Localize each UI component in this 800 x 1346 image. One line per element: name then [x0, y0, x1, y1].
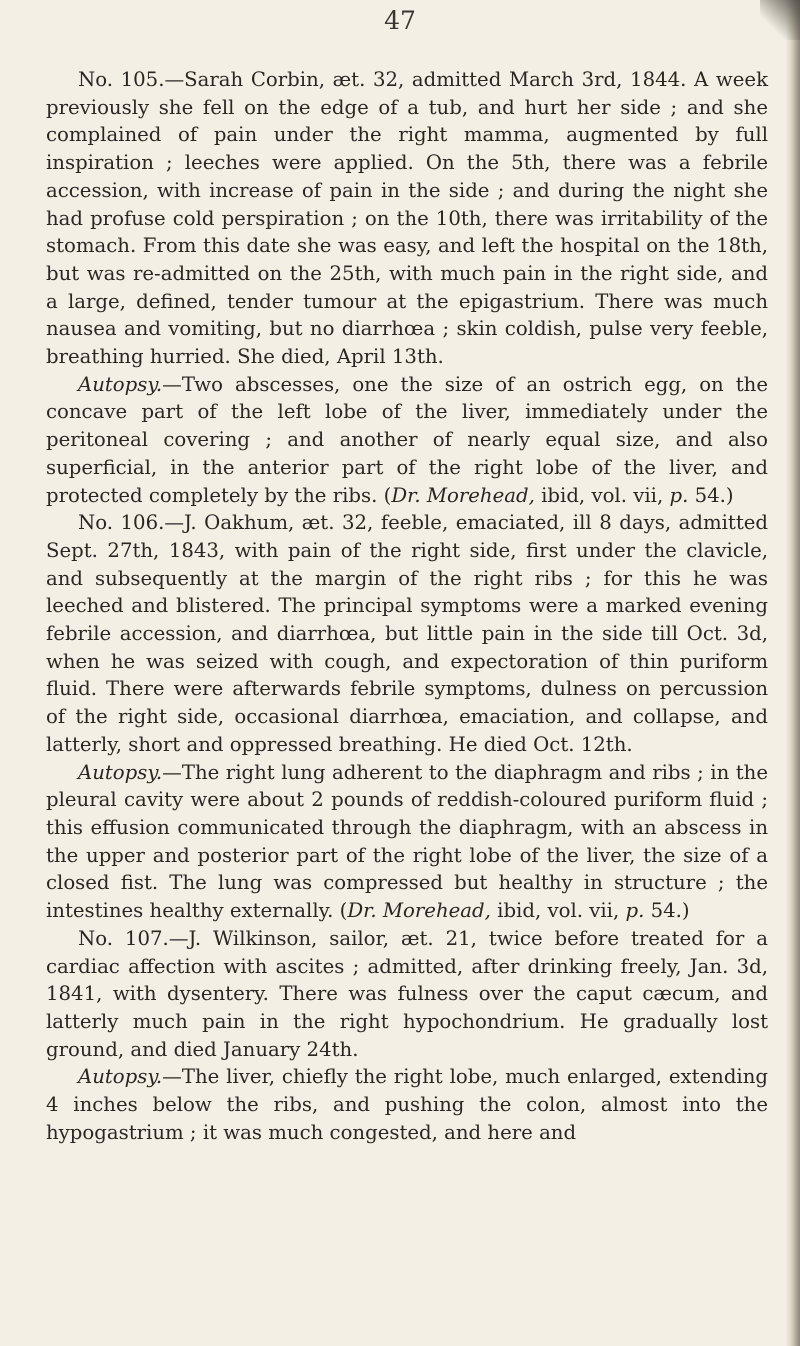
italic-text: Autopsy.: [78, 1065, 163, 1089]
text-run: —The liver, chiefly the right lobe, much enlarged, extending 4 inches below the ribs, and pushing the colon, almost into the hypogastrium ; it was much congested, and here and: [46, 1065, 768, 1144]
page-edge-shadow: [786, 0, 800, 1346]
text-run: 54.): [688, 483, 734, 507]
page-number: 47: [384, 6, 416, 35]
paragraph: [46, 371, 768, 510]
paragraph: [46, 925, 768, 1064]
body-text: [46, 66, 768, 1146]
text-run: No. 107.—J. Wilkinson, sailor, æt. 21, twice before treated for a cardiac affection with ascites ; admitted, after drinking freely, Jan. 3d, 1841, with dysentery. There was fulness over the caput cæcum, and latterly much pain in the right hypochondrium. He gradually lost ground, and died January 24th.: [46, 926, 768, 1061]
text-run: ibid, vol. vii,: [534, 483, 670, 507]
paragraph: [46, 66, 768, 371]
italic-text: Dr. Morehead,: [347, 899, 491, 923]
italic-text: p.: [669, 483, 689, 507]
text-run: ibid, vol. vii,: [490, 899, 626, 923]
paragraph: [46, 509, 768, 758]
text-run: —Two abscesses, one the size of an ostrich egg, on the concave part of the left lobe of the liver, immediately under the peritoneal covering ; and another of nearly equal size, and also superficial, in the anterior part of the right lobe of the liver, and protected completely by the ribs. (: [46, 372, 768, 507]
paragraph: [46, 759, 768, 925]
text-run: No. 105.—Sarah Corbin, æt. 32, admitted March 3rd, 1844. A week previously she fell on the edge of a tub, and hurt her side ; and she complained of pain under the right mamma, augmented by full inspiration ; leeches were applied. On the 5th, there was a febrile accession, with increase of pain in the side ; and during the night she had profuse cold perspiration ; on the 10th, there was irritability of the stomach. From this date she was easy, and left the hospital on the 18th, but was re-admitted on the 25th, with much pain in the right side, and a large, defined, tender tumour at the epigastrium. There was much nausea and vomiting, but no diarrhœa ; skin coldish, pulse very feeble, breathing hurried. She died, April 13th.: [46, 68, 768, 369]
text-run: 54.): [644, 899, 690, 923]
italic-text: Dr. Morehead,: [391, 483, 535, 507]
text-run: —The right lung adherent to the diaphragm and ribs ; in the pleural cavity were about 2 pounds of reddish-coloured puriform fluid ; this effusion communicated through the diaphragm, with an abscess in the upper and posterior part of the right lobe of the liver, the size of a closed fist. The lung was compressed but healthy in structure ; the intestines healthy externally. (: [46, 760, 768, 923]
text-run: No. 106.—J. Oakhum, æt. 32, feeble, emaciated, ill 8 days, admitted Sept. 27th, 1843, with pain of the right side, first under the clavicle, and subsequently at the margin of the right ribs ; for this he was leeched and blistered. The principal symptoms were a marked evening febrile accession, and diarrhœa, but little pain in the side till Oct. 3d, when he was seized with cough, and expectoration of thin puriform fluid. There were afterwards febrile symptoms, dulness on percussion of the right side, occasional diarrhœa, emaciation, and collapse, and latterly, short and oppressed breathing. He died Oct. 12th.: [46, 511, 768, 756]
italic-text: p.: [625, 899, 645, 923]
italic-text: Autopsy.: [78, 760, 163, 784]
paragraph: [46, 1063, 768, 1146]
italic-text: Autopsy.: [78, 372, 163, 396]
